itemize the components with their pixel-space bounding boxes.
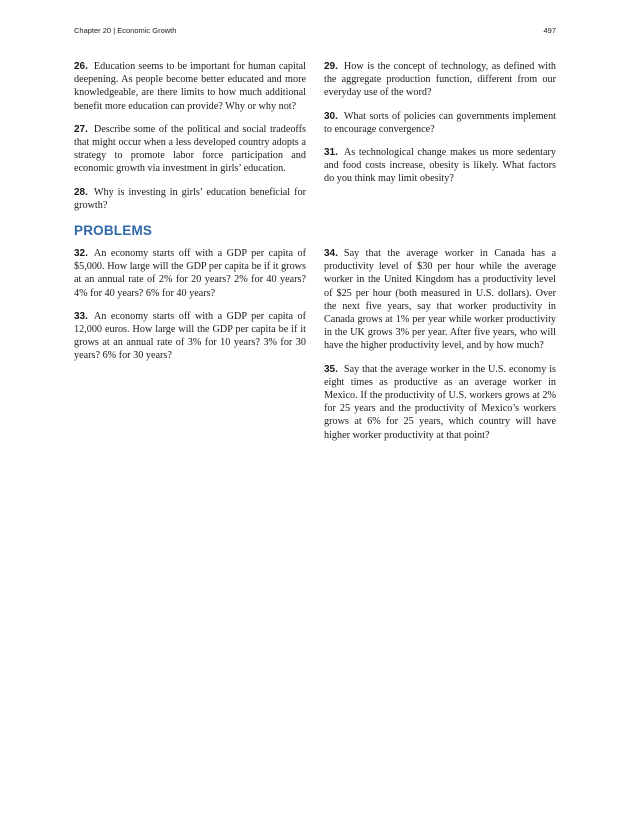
- question-text: Describe some of the political and social tradeoffs that might occur when a less developed country adopts a strategy to promote labor force participation and economic growth via investment in girls’ education.: [74, 123, 306, 175]
- problem-text: An economy starts off with a GDP per capita of 12,000 euros. How large will the GDP per capita be if it grows at an annual rate of 3% for 10 years? 3% for 30 years? 6% for 30 years?: [74, 310, 306, 362]
- question-26: [74, 60, 306, 113]
- question-number: 29.: [324, 61, 338, 72]
- question-31: [324, 146, 556, 186]
- question-number: 30.: [324, 110, 338, 122]
- question-30: [324, 110, 556, 136]
- problem-number: 34.: [324, 248, 338, 259]
- problem-35: [324, 363, 556, 442]
- problems-left-column: [74, 247, 306, 373]
- problem-number: 33.: [74, 310, 88, 322]
- question-text: Why is investing in girls’ education beneficial for growth?: [74, 186, 306, 211]
- problem-34: [324, 247, 556, 353]
- problems-right-column: [324, 247, 556, 452]
- question-27: [74, 123, 306, 176]
- question-text: What sorts of policies can governments implement to encourage convergence?: [324, 110, 556, 135]
- question-text: How is the concept of technology, as defined with the aggregate production function, different from our everyday use of the word?: [324, 61, 556, 99]
- problem-33: [74, 310, 306, 363]
- question-number: 31.: [324, 147, 338, 159]
- problem-number: 35.: [324, 363, 338, 375]
- review-questions-left-column: [74, 60, 306, 222]
- page-number: 497: [543, 26, 556, 35]
- review-questions-right-column: [324, 60, 556, 196]
- problem-number: 32.: [74, 248, 88, 259]
- problem-32: [74, 247, 306, 300]
- page-header: [74, 26, 556, 38]
- question-text: Education seems to be important for human capital deepening. As people become better educated and more knowledgeable, are there limits to how much additional benefit more education can provide? Why or why not?: [74, 61, 306, 112]
- question-number: 27.: [74, 123, 88, 135]
- problem-text: Say that the average worker in the U.S. economy is eight times as productive as an average worker in Mexico. If the productivity of U.S. workers grows at 2% for 25 years and the productivity of Mexico’s workers grows at 6% for 25 years, which country will have higher worker productivity at that point?: [324, 363, 556, 441]
- question-29: [324, 60, 556, 100]
- question-number: 26.: [74, 61, 88, 72]
- chapter-title: Chapter 20 | Economic Growth: [74, 26, 177, 35]
- problem-text: Say that the average worker in Canada has a productivity level of $30 per hour while the average worker in the United Kingdom has a productivity level of $25 per hour (both measured in U.S. dollars). Over the next five years, say that worker productivity in Canada grows at 1% per year while worker productivity in the UK grows 3% per year. After five years, who will have the higher productivity level, and by how much?: [324, 248, 556, 352]
- problems-heading: PROBLEMS: [74, 223, 153, 238]
- problem-text: An economy starts off with a GDP per capita of $5,000. How large will the GDP per capita be if it grows at an annual rate of 2% for 20 years? 2% for 40 years? 4% for 40 years? 6% for 40 years?: [74, 248, 306, 299]
- question-text: As technological change makes us more sedentary and food costs increase, obesity is likely. What factors do you think may limit obesity?: [324, 147, 556, 185]
- question-28: [74, 186, 306, 212]
- question-number: 28.: [74, 186, 88, 198]
